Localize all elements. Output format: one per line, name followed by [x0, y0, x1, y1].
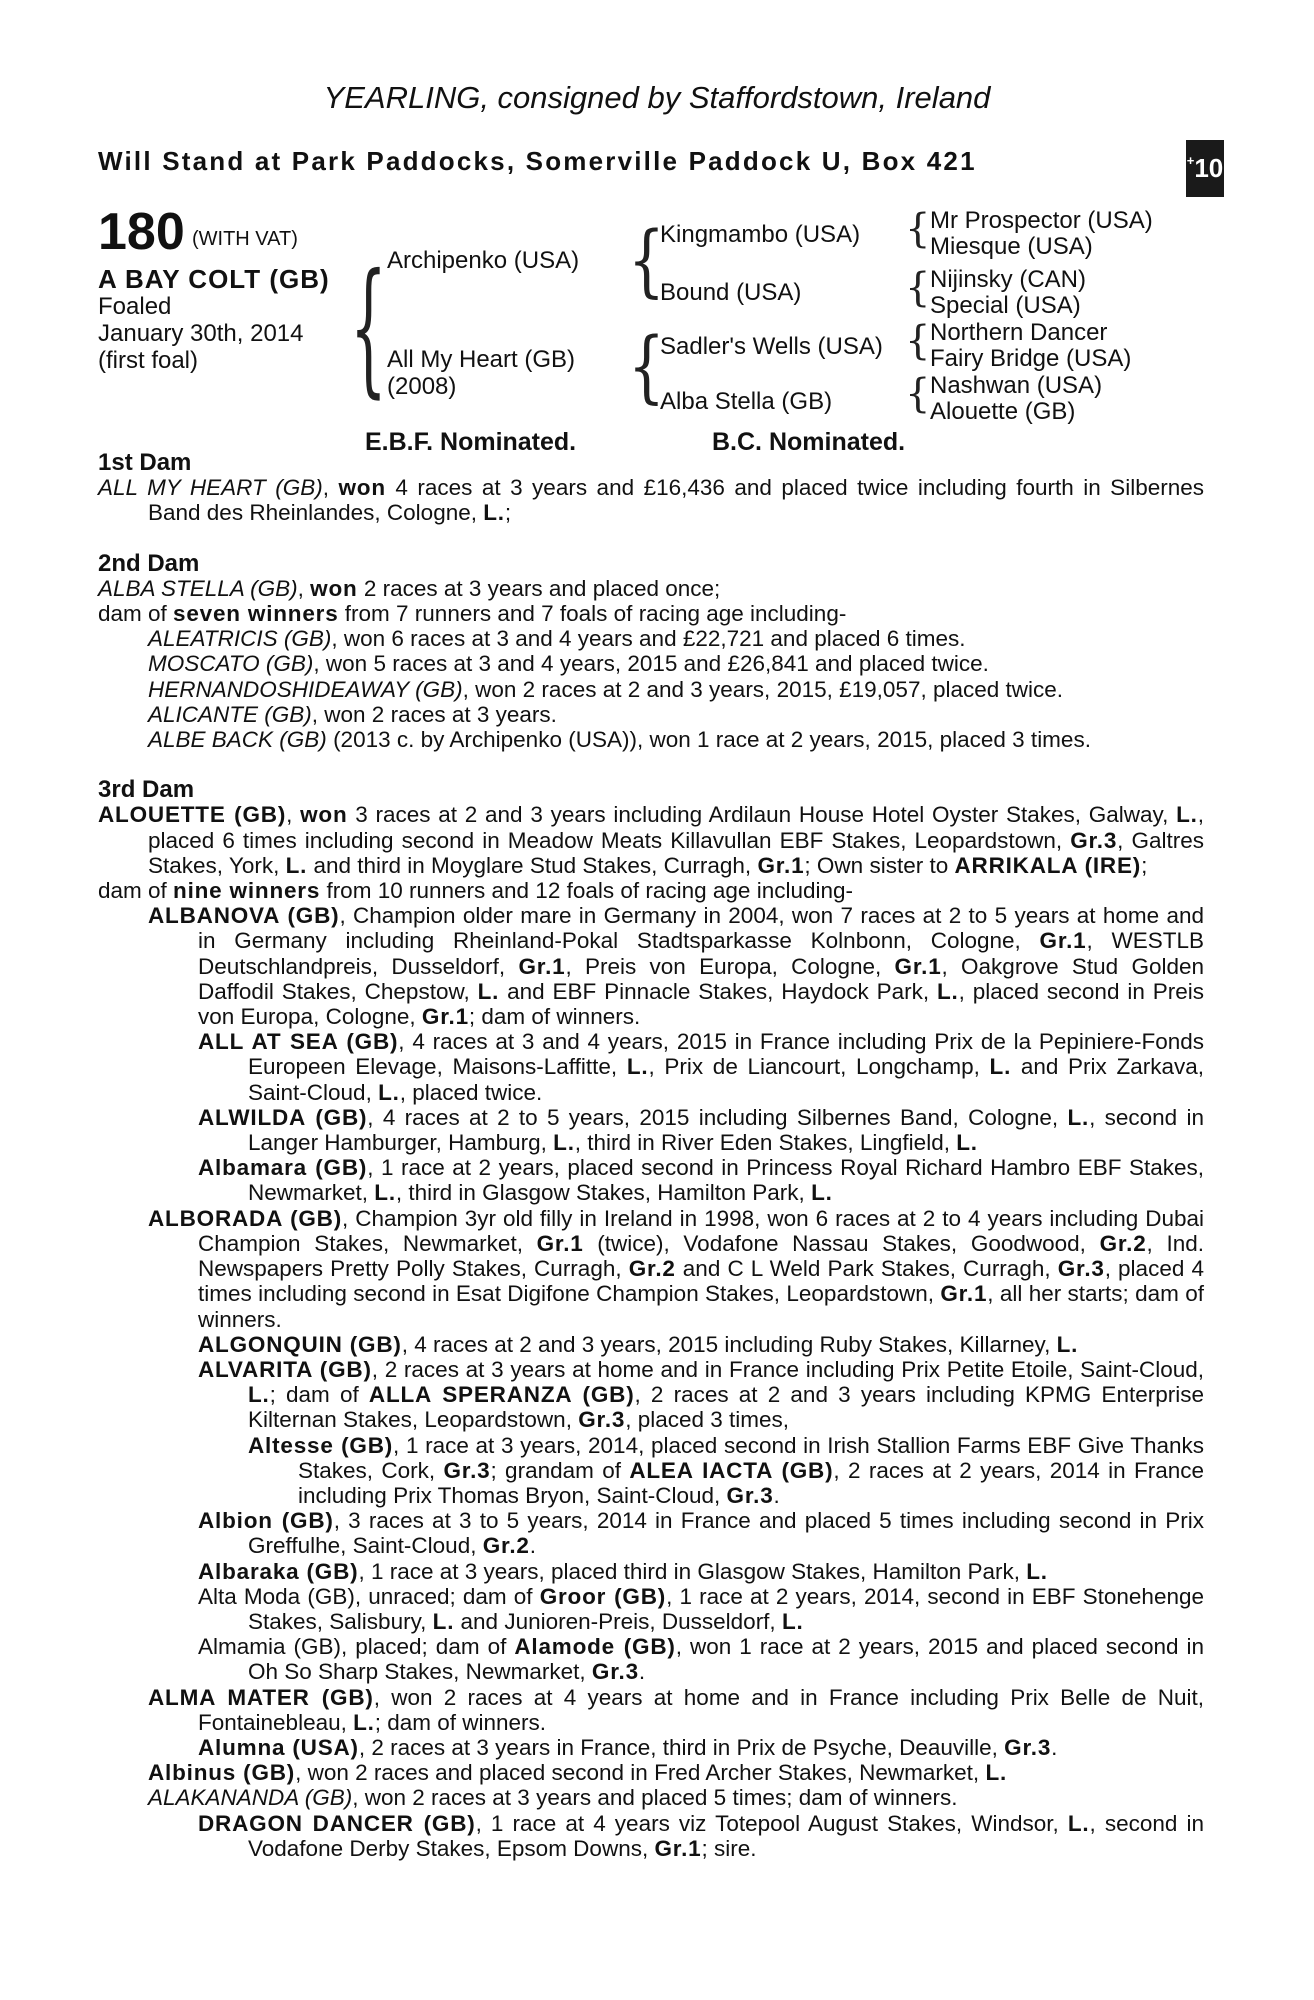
list-item: Alumna (USA), 2 races at 3 years in France, third in Prix de Psyche, Deauville, Gr.3. — [198, 1734, 1058, 1760]
list-item: Alta Moda (GB), unraced; dam of Groor (GB), 1 race at 2 years, 2014, second in EBF Stonehenge Stakes, Salisbury, L. and Junioren-Preis, Dusseldorf, L. — [198, 1583, 1204, 1634]
grandsire-5: Northern Dancer — [930, 319, 1108, 346]
brace-g1: { — [905, 206, 931, 252]
third-dam-produce: dam of nine winners from 10 runners and 12 foals of racing age including- — [98, 878, 854, 904]
dam-year: (2008) — [387, 373, 457, 400]
foal-note: (first foal) — [98, 347, 199, 374]
first-dam-entry: ALL MY HEART (GB), won 4 races at 3 years and £16,436 and placed twice including fourth in Silbernes Band des Rheinlandes, Cologne, L.; — [98, 475, 1204, 526]
dam-dam: Alba Stella (GB) — [660, 388, 833, 415]
catalogue-body — [98, 450, 1204, 1861]
foaled-date: January 30th, 2014 — [98, 320, 304, 347]
brace-g2: { — [905, 265, 931, 311]
second-dam-heading: 2nd Dam — [98, 549, 200, 577]
badge-mark: + — [1186, 153, 1195, 168]
list-item: ALMA MATER (GB), won 2 races at 4 years at home and in France including Prix Belle de Nuit, Fontainebleau, L.; dam of winners. — [148, 1684, 1204, 1735]
list-item: MOSCATO (GB), won 5 races at 3 and 4 years, 2015 and £26,841 and placed twice. — [148, 651, 989, 677]
brace-g3: { — [905, 318, 931, 364]
list-item: ALL AT SEA (GB), 4 races at 3 and 4 years, 2015 in France including Prix de la Pepiniere-Fonds Europeen Elevage, Maisons-Laffitte, L., Prix de Liancourt, Longchamp, L. and Prix Zarkava, Saint-Cloud, L., placed twice. — [198, 1029, 1204, 1105]
third-dam-entry: ALOUETTE (GB), won 3 races at 2 and 3 years including Ardilaun House Hotel Oyster Stakes, Galway, L., placed 6 times including second in Meadow Meats Killavullan EBF Stakes, Leopardstown, Gr.3, Galtres Stakes, York, L. and third in Moyglare Stud Stakes, Curragh, Gr.1; Own sister to ARRIKALA (IRE); — [98, 802, 1205, 878]
list-item: DRAGON DANCER (GB), 1 race at 4 years viz Totepool August Stakes, Windsor, L., second in Vodafone Derby Stakes, Epsom Downs, Gr.1; sire. — [198, 1810, 1204, 1861]
lot-badge — [1186, 140, 1224, 197]
sire-dam: Bound (USA) — [660, 279, 802, 306]
list-item: Albaraka (GB), 1 race at 3 years, placed third in Glasgow Stakes, Hamilton Park, L. — [198, 1558, 1048, 1584]
grandsire-6: Fairy Bridge (USA) — [930, 345, 1132, 372]
list-item: HERNANDOSHIDEAWAY (GB), won 2 races at 2 and 3 years, 2015, £19,057, placed twice. — [148, 676, 1064, 702]
second-dam-entry: ALBA STELLA (GB), won 2 races at 3 years and placed once; — [98, 575, 721, 601]
vat-note: (WITH VAT) — [192, 228, 298, 250]
ebf-nominated: E.B.F. Nominated. — [365, 428, 577, 456]
brace-g4: { — [905, 371, 931, 417]
list-item: ALEATRICIS (GB), won 6 races at 3 and 4 years and £22,721 and placed 6 times. — [148, 626, 966, 652]
third-dam-heading: 3rd Dam — [98, 776, 195, 804]
list-item: ALICANTE (GB), won 2 races at 3 years. — [148, 701, 557, 727]
list-item: ALVARITA (GB), 2 races at 3 years at home and in France including Prix Petite Etoile, Saint-Cloud, L.; dam of ALLA SPERANZA (GB), 2 races at 2 and 3 years including KPMG Enterprise Kilternan Stakes, Leopardstown, Gr.3, placed 3 times, — [198, 1356, 1204, 1433]
brace-dam-line: { — [628, 320, 665, 412]
list-item: ALBANOVA (GB), Champion older mare in Germany in 2004, won 7 races at 2 to 5 years at home and in Germany including Rheinland-Pokal Stadtsparkasse Kolnbonn, Cologne, Gr.1, WESTLB Deutschlandpreis, Dusseldorf, Gr.1, Preis von Europa, Cologne, Gr.1, Oakgrove Stud Golden Daffodil Stakes, Chepstow, L. and EBF Pinnacle Stakes, Haydock Park, L., placed second in Preis von Europa, Cologne, Gr.1; dam of winners. — [148, 903, 1205, 1030]
list-item: Albion (GB), 3 races at 3 to 5 years, 2014 in France and placed 5 times including second in Prix Greffulhe, Saint-Cloud, Gr.2. — [198, 1508, 1205, 1559]
list-item: ALGONQUIN (GB), 4 races at 2 and 3 years, 2015 including Ruby Stakes, Killarney, L. — [198, 1331, 1079, 1357]
list-item: ALWILDA (GB), 4 races at 2 to 5 years, 2015 including Silbernes Band, Cologne, L., second in Langer Hamburger, Hamburg, L., third in River Eden Stakes, Lingfield, L. — [198, 1104, 1204, 1156]
list-item: ALAKANANDA (GB), won 2 races at 3 years and placed 5 times; dam of winners. — [148, 1785, 958, 1811]
horse-name: A BAY COLT (GB) — [98, 264, 330, 294]
second-dam-produce: dam of seven winners from 7 runners and 7 foals of racing age including- — [98, 601, 847, 627]
grandsire-3: Nijinsky (CAN) — [930, 266, 1086, 293]
bc-nominated: B.C. Nominated. — [712, 428, 906, 456]
grandsire-7: Nashwan (USA) — [930, 372, 1103, 399]
list-item: Albamara (GB), 1 race at 2 years, placed second in Princess Royal Richard Hambro EBF Stakes, Newmarket, L., third in Glasgow Stakes, Hamilton Park, L. — [198, 1155, 1204, 1206]
list-item: ALBE BACK (GB) (2013 c. by Archipenko (USA)), won 1 race at 2 years, 2015, placed 3 times. — [148, 727, 1091, 753]
list-item: Almamia (GB), placed; dam of Alamode (GB), won 1 race at 2 years, 2015 and placed second in Oh So Sharp Stakes, Newmarket, Gr.3. — [198, 1634, 1204, 1685]
list-item: Altesse (GB), 1 race at 3 years, 2014, placed second in Irish Stallion Farms EBF Give Thanks Stakes, Cork, Gr.3; grandam of ALEA IACTA (GB), 2 races at 2 years, 2014 in France including Prix Thomas Bryon, Saint-Cloud, Gr.3. — [248, 1432, 1205, 1508]
brace-sire: { — [350, 242, 387, 412]
brace-sire-line: { — [628, 214, 665, 306]
grandsire-4: Special (USA) — [930, 292, 1081, 319]
foaled-label: Foaled — [98, 293, 172, 320]
first-dam-heading: 1st Dam — [98, 449, 192, 476]
badge-number: 10 — [1194, 153, 1224, 183]
grandsire-8: Alouette (GB) — [930, 398, 1076, 425]
dam-sire: Sadler's Wells (USA) — [660, 333, 883, 360]
sire-name: Archipenko (USA) — [387, 247, 580, 274]
grandsire-1: Mr Prospector (USA) — [930, 207, 1153, 234]
dam-name: All My Heart (GB) — [387, 346, 576, 373]
stand-location: Will Stand at Park Paddocks, Somerville Paddock U, Box 421 — [98, 146, 977, 176]
grandsire-2: Miesque (USA) — [930, 233, 1093, 260]
list-item: Albinus (GB), won 2 races and placed second in Fred Archer Stakes, Newmarket, L. — [148, 1760, 1008, 1786]
lot-number: 180 — [98, 203, 185, 261]
page-title: YEARLING, consigned by Staffordstown, Ireland — [323, 80, 991, 115]
list-item: ALBORADA (GB), Champion 3yr old filly in Ireland in 1998, won 6 races at 2 to 4 years including Dubai Champion Stakes, Newmarket, Gr.1 (twice), Vodafone Nassau Stakes, Goodwood, Gr.2, Ind. Newspapers Pretty Polly Stakes, Curragh, Gr.2 and C L Weld Park Stakes, Curragh, Gr.3, placed 4 times including second in Esat Digifone Champion Stakes, Leopardstown, Gr.1, all her starts; dam of winners. — [148, 1205, 1204, 1332]
sire-sire: Kingmambo (USA) — [660, 221, 861, 248]
